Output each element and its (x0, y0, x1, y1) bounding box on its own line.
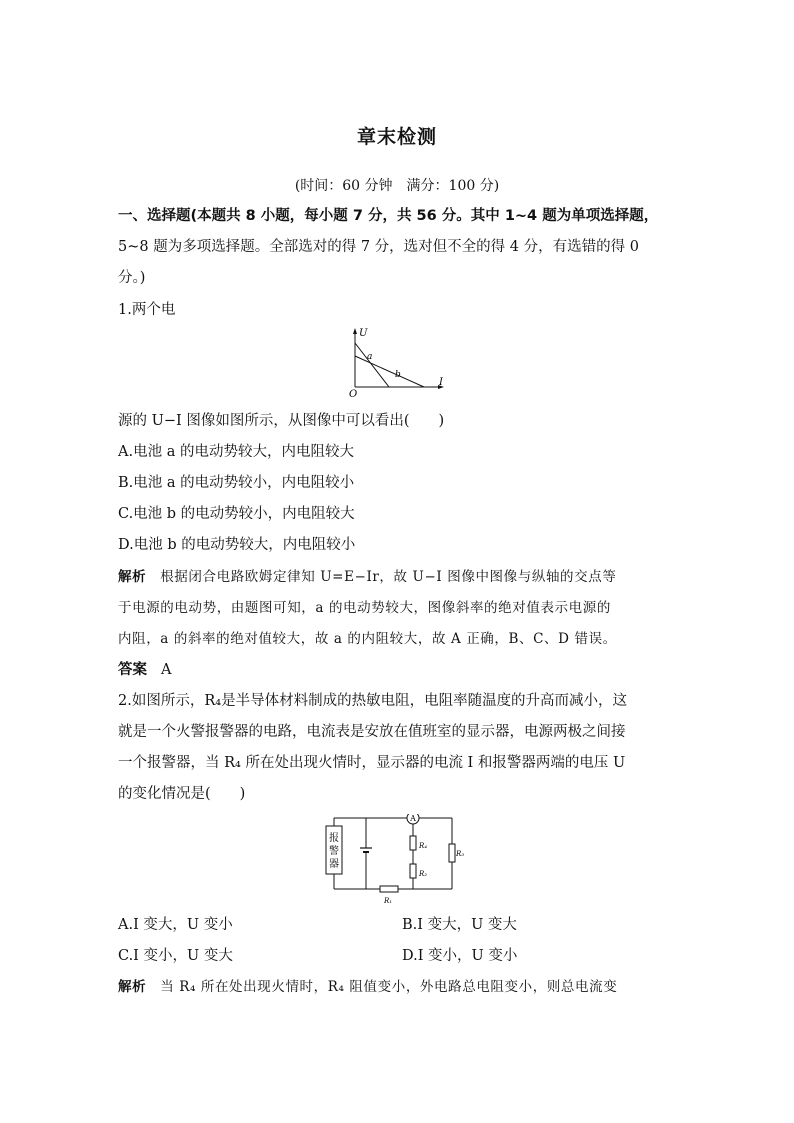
r1-label: R₁ (384, 897, 393, 905)
q2-stem-line-4: 的变化情况是( ) (118, 786, 246, 802)
q1-option-b: B.电池 a 的电动势较小，内电阻较小 (118, 475, 355, 491)
q2-solution-line-1 (118, 977, 617, 997)
r2-label: R₂ (419, 870, 428, 878)
q2-stem-line-1: 2.如图所示，R₄是半导体材料制成的热敏电阻，电阻率随温度的升高而减小，这 (118, 693, 628, 709)
q2-option-d: D.I 变小，U 变小 (402, 948, 518, 964)
q2-circuit-diagram (320, 814, 472, 906)
line-b-label: b (395, 370, 401, 380)
section-line-2: 5~8 题为多项选择题。全部选对的得 7 分，选对但不全的得 4 分，有选错的得 0 (118, 239, 639, 255)
r4-label: R₄ (419, 842, 428, 850)
solution-text: 当 R₄ 所在处出现火情时，R₄ 阻值变小，外电路总电阻变小，则总电流变 (160, 979, 618, 995)
section-line-1: 一、选择题(本题共 8 小题，每小题 7 分，共 56 分。其中 1~4 题为单项选择题， (118, 208, 659, 224)
q1-option-c: C.电池 b 的电动势较小，内电阻较大 (118, 506, 355, 522)
solution-label: 解析 (118, 569, 147, 585)
i-axis-label: I (439, 377, 443, 388)
q1-ui-graph (346, 326, 450, 398)
alarm-char-2: 警 (329, 846, 339, 857)
q2-stem-line-3: 一个报警器，当 R₄ 所在处出现火情时，显示器的电流 I 和报警器两端的电压 U (118, 755, 626, 771)
q2-option-b: B.I 变大，U 变大 (402, 917, 517, 933)
alarm-char-3: 器 (329, 859, 339, 870)
origin-label: O (349, 389, 358, 398)
q1-option-a: A.电池 a 的电动势较大，内电阻较大 (118, 444, 354, 460)
line-b (355, 356, 424, 387)
resistor-r4 (410, 836, 416, 850)
u-axis-label: U (359, 328, 368, 339)
resistor-r3 (449, 844, 455, 862)
q1-option-d: D.电池 b 的电动势较大，内电阻较小 (118, 537, 356, 553)
q2-option-c: C.I 变小，U 变大 (118, 948, 233, 964)
q1-solution-line-2: 于电源的电动势，由题图可知，a 的电动势较大，图像斜率的绝对值表示电源的 (118, 600, 611, 616)
q1-solution-line-1 (118, 567, 616, 587)
resistor-r2 (410, 864, 416, 878)
line-a (355, 343, 389, 387)
q1-stem-start: 1.两个电 (118, 302, 176, 318)
solution-label: 解析 (118, 979, 147, 995)
line-a-label: a (367, 352, 373, 362)
section-line-3: 分。) (118, 270, 146, 286)
r3-label: R₃ (456, 850, 465, 858)
exam-meta: (时间：60 分钟 满分：100 分) (294, 178, 500, 194)
q2-option-a: A.I 变大，U 变小 (118, 917, 233, 933)
q2-stem-line-2: 就是一个火警报警器的电路，电流表是安放在值班室的显示器，电源两极之间接 (118, 724, 626, 740)
q1-answer (118, 660, 171, 680)
ammeter-label: A (410, 814, 416, 823)
alarm-char-1: 报 (329, 833, 339, 844)
answer-value: A (161, 662, 172, 678)
q1-stem-rest: 源的 U−I 图像如图所示，从图像中可以看出( ) (118, 413, 445, 429)
answer-label: 答案 (118, 662, 147, 678)
resistor-r1 (380, 886, 398, 892)
q1-solution-line-3: 内阻，a 的斜率的绝对值较大，故 a 的内阻较大，故 A 正确，B、C、D 错误。 (118, 631, 617, 647)
page-title: 章末检测 (356, 126, 437, 148)
u-axis-arrow-icon (353, 328, 357, 334)
solution-text: 根据闭合电路欧姆定律知 U=E−Ir，故 U−I 图像中图像与纵轴的交点等 (160, 569, 617, 585)
